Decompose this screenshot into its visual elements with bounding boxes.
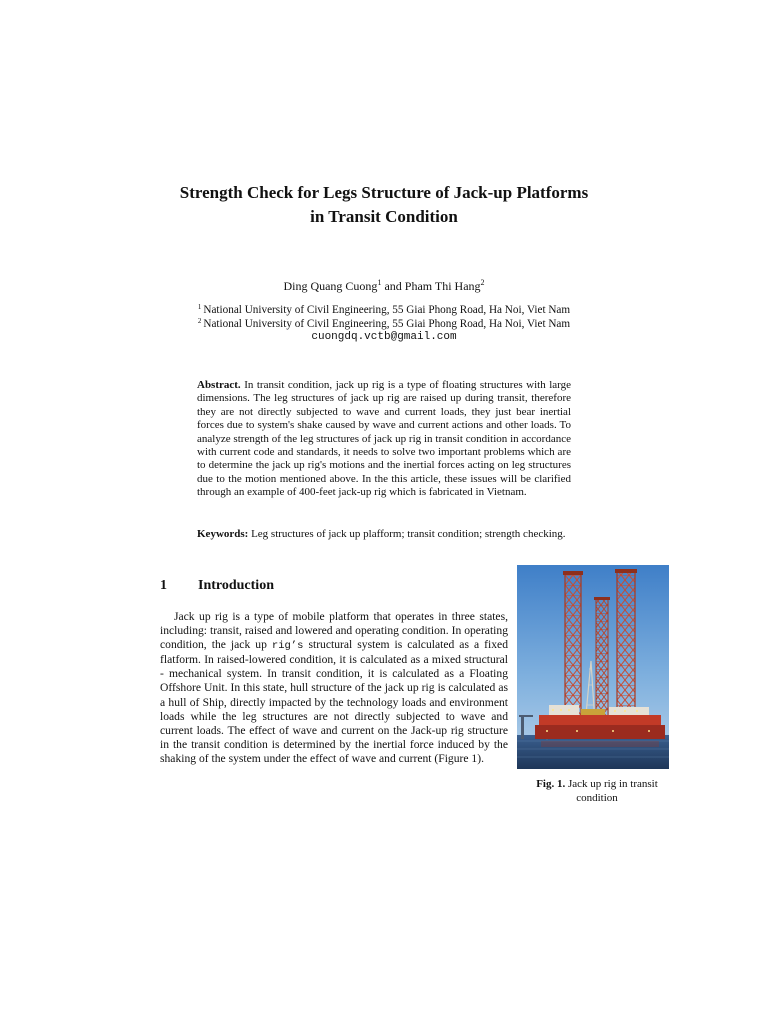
abstract-text: In transit condition, jack up rig is a type of floating structures with large dimensions. The leg structures of jack up rig are raised up during transit, therefore they are not directly subjected to wave and current loads, they just bear inertial forces due to system's shake caused by wave and current actions and other loads. To analyze strength of the leg structures of jack up rig in transit condition in accordance with current code and standards, it needs to solve two important problems which are to determine the jack up rig's motions and the inertial forces acting on leg structures due to the motion mentioned above. In the this article, these issues will be clarified through an example of 400-feet jack-up rig which is fabricated in Vietnam.: [197, 379, 572, 499]
author-1: Ding Quang Cuong: [283, 279, 378, 293]
author-2: Pham Thi Hang: [404, 279, 481, 293]
affiliation-2-text: National University of Civil Engineering, 55 Giai Phong Road, Ha Noi, Viet Nam: [203, 317, 571, 330]
abstract-label: Abstract.: [197, 379, 241, 391]
affiliation-1: [100, 304, 668, 318]
intro-paragraph: [160, 610, 508, 766]
keywords: [197, 528, 571, 541]
author-1-affil-marker: 1: [377, 278, 382, 287]
abstract: [197, 379, 571, 500]
affiliations: [100, 304, 668, 345]
paper-title: [100, 181, 668, 229]
intro-text-part-1: Jack up rig is a type of mobile platform that operates in three states, including: transit, raised and lowered and operating condition. In operating condition, the jack up: [160, 610, 508, 652]
author-2-affil-marker: 2: [480, 278, 485, 287]
figure-caption: [517, 777, 677, 805]
affiliation-2-marker: 2: [197, 316, 202, 325]
figure-label: Fig. 1.: [536, 778, 566, 790]
section-number: 1: [160, 578, 167, 593]
author-email[interactable]: cuongdq.vctb@gmail.com: [311, 331, 457, 343]
affiliation-1-marker: 1: [197, 303, 202, 311]
affiliation-2: [100, 318, 668, 332]
title-line-1: Strength Check for Legs Structure of Jack-up Platforms: [179, 183, 589, 202]
intro-text-part-2: structural system is calculated as a fixed flatform. In raised-lowered condition, it is calculated as a mixed structural - mechanical system. In transit condition, it is calculated as a Floating Offshore Unit. In this state, hull structure of the jack up rig is calculated as a hull of Ship, directly impacted by the technology loads and environment loads while the leg structures are not directly subjected to wave and current loads. The effect of wave and current on the Jack-up rig structure in the transit condition is determined by the inertial force induced by the shaking of the system under the effect of wave and current (Figure 1).: [160, 638, 508, 765]
author-list: [100, 278, 668, 294]
keywords-label: Keywords:: [197, 528, 249, 540]
section-title: Introduction: [198, 578, 274, 593]
figure-caption-text: Jack up rig in transit condition: [567, 778, 658, 804]
section-heading: [160, 578, 274, 594]
intro-body: [160, 610, 508, 766]
intro-mono-term: rig’s: [271, 640, 304, 653]
keywords-text: Leg structures of jack up plafform; transit condition; strength checking.: [251, 528, 566, 540]
title-line-2: in Transit Condition: [310, 207, 458, 226]
figure-jack-up-rig-photo: [517, 565, 669, 769]
author-connector: and: [381, 279, 405, 293]
affiliation-1-text: National University of Civil Engineering, 55 Giai Phong Road, Ha Noi, Viet Nam: [203, 304, 571, 316]
